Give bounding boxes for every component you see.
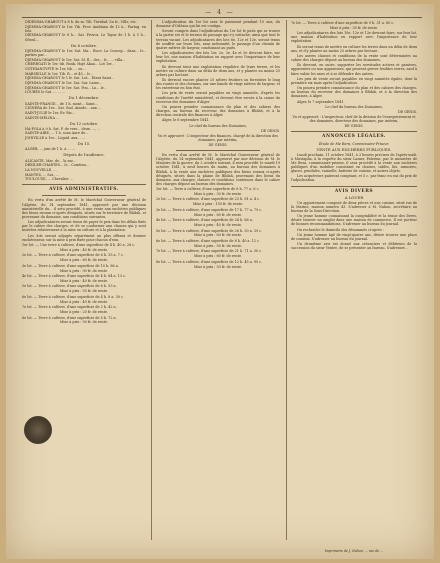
notice-text bbox=[291, 153, 417, 183]
approval-name: DE GENIS. bbox=[208, 143, 228, 148]
schedule-entry: TOULOUSE, ... Chevalier ... bbox=[25, 177, 73, 182]
ink-stamp-seal bbox=[24, 416, 52, 444]
notice-paragraph: Les autres clauses et conditions de la vente sont déterminées au cahier des charges déposé au bureau des domaines. bbox=[291, 54, 417, 63]
notice-paragraph: Les prix de vente seront payables en vingt annuités égales, dont la première six mois après l'adjudication. bbox=[291, 76, 417, 85]
lot-description: 8e lot. — Terre à cultiver, d'une superficie de 12 h. 45 a. 95 c. bbox=[156, 259, 263, 264]
schedule-entry: MARSEILLE le 1er. Tib. R... et 45... Ir... bbox=[25, 71, 93, 76]
lot-reserve-price: Mise à prix : 40 fr. de rente. bbox=[193, 223, 243, 228]
lot-description: 4e lot. — Terre à cultiver, d'une superficie de 4 h. 84 a. 13 c. bbox=[22, 274, 127, 279]
notice-text bbox=[22, 198, 146, 241]
schedule-entry: DJEMMA-GHABOUT le 1 fr. Sat. Lot... Etant Saint... bbox=[25, 76, 115, 81]
schedule-entry: CHERRGATI le 1er, tib. Rouk. Hajé Akaa... Lot 1er... bbox=[25, 62, 115, 67]
etude-line: Étude de Me Bera, Commissaire-Priseur. bbox=[318, 141, 390, 146]
lot-description: 7e lot. — Terre à cultiver, d'une superficie de 21 h. 71 a. 30 c. bbox=[156, 249, 263, 254]
schedule-entry: LOUBÈS le Sat. ... ... ... bbox=[25, 90, 66, 95]
approval-text: Vu et approuvé : L'inspecteur, chef de la division de l'enregistrement et des domaines, directeur des domaines, par intérim, bbox=[292, 115, 416, 124]
signature-name: DE GENIS. bbox=[397, 110, 417, 115]
lot-reserve-price: Mise à prix : 90 fr. de rente. bbox=[59, 268, 109, 273]
notice-paragraph: Lundi prochain, 11 octobre 1841, à 3 heures précises de l'après-midi, à Mustapha, à la requête du sieur Lamer, Palerme, par le ministère de Me Bera, commissaire-priseur, il sera procédé à la vente aux enchères publiques d'un mobilier consistant en chaises, tables, lits, armoires, glaces, pendules, vaisselle, batterie de cuisine, et autres objets. bbox=[291, 152, 417, 174]
lot-reserve-price: Mise à prix : 150 fr. de rente. bbox=[192, 202, 244, 207]
avis-administratifs-heading: AVIS ADMINISTRATIFS. bbox=[49, 187, 119, 193]
signature-office: Le chef du bureau des Domaines, bbox=[189, 123, 247, 128]
section-heading: Du 15. bbox=[77, 141, 91, 147]
signature-office: Le chef du bureau des Domaines, bbox=[325, 104, 383, 109]
notice-paragraph: Un appartement composé de deux pièces et une cuisine, situé rue de la Marine, maison numéro 43. S'adresser à M. Nahon, secrétaire au bureau de la Sous-Direction. bbox=[291, 200, 417, 213]
column-middle bbox=[156, 20, 280, 548]
lot-description: 5e lot. — Terre à cultiver, d'une superficie de 6 h. 53 a. bbox=[22, 284, 117, 289]
notice-paragraph: En vertu d'un arrêté de M. le Maréchal Gouverneur général de l'Algérie, du 14 septembre 1841, approuvé par une décision ministérielle du... il sera procédé, à une vente aux enchères publiques des biens ruraux ci-après désignés, situés sur le territoire de Blidah, et provenant du domaine, aux conditions suivantes. bbox=[22, 198, 146, 219]
lot-description: 7e lot. — Terre à cultiver, d'une superficie de 2 h. 42 a. bbox=[22, 305, 117, 310]
schedule-entry: DIDEMMA-GHABOUT à 8 h. du m. Tib. Tiwidad, Sa Ir., Ville, etc. bbox=[25, 20, 137, 24]
schedule-list bbox=[22, 49, 146, 76]
lot-list bbox=[22, 243, 146, 325]
lot-description: 7e lot. — Terre à cultiver d'une superficie de 9 h. 31 a. 80 c. bbox=[291, 20, 395, 25]
notice-paragraph: Les lots seront adjugés séparément au plus offrant et dernier enchérisseur, sur la mise à prix fixée pour chacun d'eux. bbox=[22, 233, 146, 242]
column-right bbox=[291, 20, 417, 548]
section-heading: Du 6 octobre. bbox=[70, 42, 98, 48]
schedule-list bbox=[22, 147, 146, 151]
lot-description: 6e lot. — Terre à cultiver, d'une superficie de 4 h. 8 a. 30 c. bbox=[22, 294, 124, 299]
section-heading: Du 12 octobre. bbox=[69, 120, 99, 126]
notice-paragraph: Ils devront encore planter 25 arbres fruitiers ou forestiers le long des routes et des chemins, sur une bande de vingt mètres de largeur, et les entretenir en bon état. bbox=[156, 77, 280, 91]
notice-paragraph: Un deuxième avis est donné aux créanciers et débiteurs de la succession du sieur Ventre, de se présenter au bureau. S'adresser... bbox=[291, 242, 417, 251]
column-divider bbox=[286, 20, 287, 540]
lot-description: 5e lot. — Terre à cultiver, d'une superficie de 26 h. 30 a. 39 c. bbox=[156, 228, 263, 233]
section-rule bbox=[291, 186, 417, 187]
notice-text bbox=[156, 153, 280, 186]
lot-reserve-price: Mise à prix : 50 fr. de rente. bbox=[193, 264, 243, 269]
notice-paragraph: Les acquéreurs paieront comptant, et 5 c. par franc en sus du prix de l'adjudication. bbox=[291, 174, 417, 183]
notice-paragraph: Alger, le 7 septembre 1841. bbox=[297, 99, 345, 104]
lot-reserve-price: Mise à prix : 40 fr. de rente. bbox=[59, 278, 109, 283]
lot-description: 1er lot. — Terre à cultiver, d'une superficie de 6 h. 77 a. 6 c. bbox=[156, 187, 260, 192]
notice-paragraph: Les adjudicataires des lots 10e, 12e et 13e devront faire, sur leur lot, une maison d'habitation en rapport avec l'importance de leur exploitation. bbox=[291, 31, 417, 44]
notice-paragraph: Alger, le 6 septembre 1841. bbox=[162, 118, 210, 123]
schedule-list bbox=[22, 102, 146, 120]
notice-paragraph: On pourra prendre connaissance du plan et des cahiers des charges, au bureau du receveur des domaines à Blidah, et à la direction centrale des finances à Alger. bbox=[156, 104, 280, 118]
notice-paragraph: En vertu d'un arrêté de M. le Maréchal Gouverneur général de l'Algérie, du 14 septembre 1841, approuvé par une décision de M. le Ministre de la guerre, du 2 octobre suivant, il sera procédé, le mardi 19 octobre 1841, à neuf heures du matin, au bureau des domaines à Blidah, à la vente aux enchères publiques des biens ruraux ci-après désignés, situés dans la plaine de Blidah, provenant des biens du domaine, aux charges, clauses et conditions contenues dans le cahier des charges déposé au bureau des domaines. bbox=[156, 153, 280, 186]
column-left bbox=[22, 20, 146, 548]
lot-description: 2e lot. — Terre à cultiver, d'une superficie de 6 h. 35 a. 7 c. bbox=[22, 253, 124, 258]
lot-reserve-price: Mise à prix : 40 fr. de rente. bbox=[59, 299, 109, 304]
lot-reserve-price: Mise à prix : 20 fr. de rente. bbox=[59, 310, 109, 315]
notice-paragraph: Ils devront, en outre, supporter les servitudes actives et passives, apparentes ou non apparentes, qui peuvent grever lesdites terres, sauf à faire valoir les unes et à se défendre des autres. bbox=[291, 63, 417, 76]
lot-description: 2e lot. — Terre à cultiver, d'une superficie de 23 h. 81 a. 4 c. bbox=[156, 197, 261, 202]
section-heading: Du 1 décembre. bbox=[68, 95, 100, 101]
lot-reserve-price: Mise à prix : 40 fr. de rente. bbox=[59, 247, 109, 252]
lot-reserve-price: Mise à prix : 55 fr. de rente. bbox=[59, 289, 109, 294]
schedule-entry: DJEMMA-GHABOUT le 1er. Sat. Sur. Laine... bbox=[25, 80, 103, 85]
schedule-entry: CIGNERA de 1er... Sat. Sud. Aizade... aux ... bbox=[25, 106, 102, 111]
notice-paragraph: L'adjudication du 1er lot sera le paiement pendant 10 ans, du domaine d'Orléans qui lui est contigu. bbox=[156, 20, 280, 29]
signature-name: DE GENIS. bbox=[260, 128, 280, 133]
schedule-entry: DREILER-CHARTES... Ir... Comtinu... bbox=[25, 163, 90, 168]
column-divider bbox=[151, 20, 152, 540]
notice-paragraph: Ils devront tenir une exploitation régulière de leurs terres, et les mettre en culture dans un délai de deux ans, et y planter au moins 25 arbres par hectare. bbox=[156, 64, 280, 77]
schedule-entry: ALGER, ... juin de 1 h. à ... ... bbox=[25, 147, 75, 152]
lot-reserve-price: Mise à prix : 60 fr. de rente. bbox=[59, 258, 109, 263]
schedule-entry: HA-POLA à 9 h. Sat. P. de vers... deux. ..., ... bbox=[25, 126, 101, 131]
lot-description: 3e lot. — Terre à cultiver, d'une superficie de 10 h. 86 a. bbox=[22, 263, 119, 268]
schedule-entry: DJEMMA-GHABOUT le 1er, Sat. Ma... Ruce. La Concep... dans... Ir... parties par... bbox=[25, 48, 146, 57]
notice-paragraph: Un jeune homme âgé de vingt-quatre ans, désire trouver une place de commis. S'adresser au bureau du journal. bbox=[291, 232, 417, 242]
schedule-entry: DJEMMA-GHABOUT le 1er. Tib. Prov. Ambtana de 12 à... Partag. en lots. bbox=[25, 24, 146, 33]
lot-reserve-price: Mise à prix : 60 fr. de rente. bbox=[193, 254, 243, 259]
schedule-entry: SAINTE-FRANGE... de 1 h. mont... Saint... bbox=[25, 101, 98, 106]
notice-paragraph: Les prix de vente seront payables en vingt annuités, d'après les conditions de l'arrêté ministériel, et devront être versés à la caisse du receveur des domaines d'Alger. bbox=[156, 91, 280, 104]
notice-paragraph: Les adjudicataires seront tenus de payer le prix dans les délais fixés par le cahier des charges, et de se conformer aux clauses qui y sont insérées relativement à la mise en culture et à la plantation. bbox=[22, 220, 146, 233]
approval-text: Vu et approuvé : L'inspecteur des finances, chargé de la direction des domaines, par intérim, bbox=[157, 133, 279, 142]
schedule-entry: SAINTE-AIRE, ... 1 h. sous Aure de... bbox=[25, 131, 89, 136]
lot-description: 6e lot. — Terre à cultiver, d'une superficie de 8 h. 40 a. 12 c. bbox=[156, 238, 261, 243]
notice-paragraph: Seront compris dans l'adjudication du 1er lot le puits qui se trouve à la partie est et le terrain de passage qui s'y rattache, ainsi que tout le terrain vacant. Les adjudicataires des lots 8e, 12e et 13e, seront tenus de souffrir sur leurs lots, sans indemnité, le passage d'un chemin de quatre mètres de largeur, conduisant au puits. bbox=[156, 29, 280, 50]
notice-paragraph: On pourra prendre connaissance du plan et des cahiers des charges, au bureau du receveur des domaines à Blidah, et à la direction des domaines, à Alger. bbox=[291, 86, 417, 99]
a-louer-heading: A LOUER bbox=[344, 194, 364, 200]
section-rule bbox=[22, 184, 146, 185]
notice-text bbox=[156, 20, 280, 122]
lot-list bbox=[156, 187, 280, 269]
approval-name: DE GENIS. bbox=[344, 124, 364, 129]
lot-reserve-price: Mise à prix : 60 fr. de rente. bbox=[193, 233, 243, 238]
notice-text bbox=[291, 31, 417, 104]
annonces-legales-heading: ANNONCES LÉGALES. bbox=[322, 134, 386, 140]
schedule-list bbox=[22, 20, 146, 42]
schedule-entry: SAINTE-MÉLINA ... bbox=[25, 115, 60, 120]
lot-reserve-price: Mise à prix : 30 fr. de rente. bbox=[329, 25, 379, 30]
schedule-entry: GOTHIANGYPTE le 1er, tib. ... ou... bbox=[25, 66, 86, 71]
schedule-entry: DIEMMA-GHABOUT le 8 h... Sat. Provoz. Le Tayor de 1 h. à 5 h... Sfroul... bbox=[25, 33, 146, 42]
notice-paragraph: On recherche le domicile des dénommés ci-après : bbox=[297, 227, 384, 232]
top-rule bbox=[22, 17, 422, 18]
notice-paragraph: Un jeune homme connaissant la comptabilité et la tenue des livres, désire trouver un emploi dans une maison de commerce. Il est porteur de bonnes recommandations. S'adresser au bureau du journal. bbox=[291, 214, 417, 227]
schedule-entry: MANTES, ... Sat., ... bbox=[25, 172, 60, 177]
lot-description: 3e lot. — Terre à cultiver, d'une superficie de 17 h. 77 a. 79 c. bbox=[156, 207, 263, 212]
avis-divers-heading: AVIS DIVERS bbox=[334, 188, 374, 194]
schedule-entry: DJEMMA-GHABOUT le 1er. Sat. Pou... Lu... Ir... bbox=[25, 85, 107, 90]
short-rule bbox=[42, 195, 126, 196]
page-folio: — 4 — bbox=[205, 9, 235, 16]
lot-description: 1er lot. — Une terre à cultiver, d'une superficie de 4 h. 40 a. 28 c. bbox=[22, 242, 136, 247]
newspaper-page bbox=[6, 4, 434, 559]
lot-description: 4e lot. — Terre à cultiver, d'une superficie de 24 h. 66 a. bbox=[156, 218, 253, 223]
section-heading: Dépots de l'audience. bbox=[63, 152, 105, 158]
notice-paragraph: Ils seront tenus de mettre en culture les terres dans un délai de deux ans, et d'y planter au moins 25 arbres par hectare. bbox=[291, 44, 417, 53]
lot-reserve-price: Mise à prix : 50 fr. de rente. bbox=[59, 320, 109, 325]
lot-description: 8e lot. — Terre à cultiver, d'une superficie de 5 h. 72 a. bbox=[22, 315, 117, 320]
schedule-entry: JOINVILLE à 1er... Liquid. aux... ... bbox=[25, 136, 85, 141]
lot-reserve-price: Mise à prix : 80 fr. de rente. bbox=[193, 212, 243, 217]
lot-reserve-price: Mise à prix : 30 fr. de rente. bbox=[193, 191, 243, 196]
schedule-entry: LA NOUVELLE, ... bbox=[25, 167, 57, 172]
schedule-entry: ALICANTE, Mar. de... la sur... bbox=[25, 158, 76, 163]
vente-heading: VENTE AUX ENCHÈRES PUBLIQUES. bbox=[316, 146, 392, 152]
lot-reserve-price: Mise à prix : 50 fr. de rente. bbox=[193, 243, 243, 248]
printer-footer: Imprimerie de J. Nahon, ... rue de ... bbox=[324, 549, 384, 553]
section-rule bbox=[291, 131, 417, 132]
notice-text bbox=[291, 201, 417, 251]
schedule-list bbox=[22, 159, 146, 182]
schedule-list bbox=[22, 76, 146, 94]
schedule-entry: DJEMMA-GHABOUT le 1er, Sat. M. fl... des... Ir... ... villa... bbox=[25, 57, 126, 62]
schedule-entry: SAINT-JULIE le 1er. Ev. Ris... bbox=[25, 110, 75, 115]
schedule-list bbox=[22, 127, 146, 140]
short-rule bbox=[176, 150, 260, 151]
notice-paragraph: Les adjudicataires des lots 1er, 2e, 3e, 4e et 5e devront faire, sur leur lot, une maison d'habitation en rapport avec l'importance de leur exploitation. bbox=[156, 51, 280, 64]
